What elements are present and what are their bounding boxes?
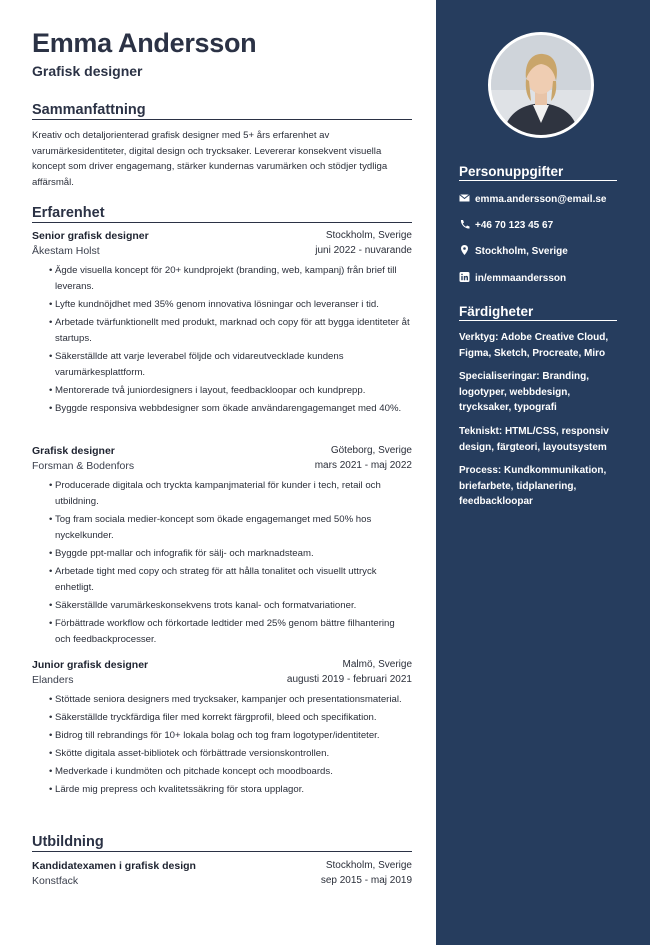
bullet-item: • Medverkade i kundmöten och pitchade koncept och moodboards.: [49, 766, 333, 777]
job-bullets: [32, 692, 412, 798]
school: Konstfack: [32, 875, 79, 887]
summary-heading: Sammanfattning: [32, 102, 412, 120]
bullet-item: • Lärde mig prepress och kvalitetssäkring för stora upplagor.: [49, 784, 305, 795]
bullet-item: • Stöttade seniora designers med trycksaker, kampanjer och presentationsmaterial.: [49, 694, 402, 705]
contact-linkedin[interactable]: in/emmaandersson: [459, 271, 566, 285]
job-dates: mars 2021 - maj 2022: [314, 460, 412, 471]
profile-photo: [488, 32, 594, 138]
job-location: Stockholm, Sverige: [325, 230, 412, 241]
job-bullets: [32, 263, 412, 417]
linkedin-icon: [459, 271, 471, 283]
education-location: Stockholm, Sverige: [325, 860, 412, 871]
education-heading: Utbildning: [32, 834, 412, 852]
job-company: Elanders: [32, 674, 74, 686]
bullet-item: • Mentorerade två juniordesigners i layout, feedbackloopar och kundprepp.: [49, 385, 366, 396]
job-dates: augusti 2019 - februari 2021: [286, 674, 412, 685]
job-entry: [32, 230, 412, 419]
job-dates: juni 2022 - nuvarande: [315, 245, 412, 256]
degree: Kandidatexamen i grafisk design: [32, 860, 196, 872]
job-company: Forsman & Bodenfors: [32, 460, 135, 472]
job-entry: [32, 445, 412, 650]
summary-text: Kreativ och detaljorienterad grafisk designer med 5+ års erfarenhet av varumärkesidentiteter, digital design och trycksaker. Levererar konsekvent visuella koncept som driver engagemang, stärker kundernas varumärken och stödjer tydliga affärsmål.: [32, 130, 388, 188]
job-role: Senior grafisk designer: [32, 230, 149, 242]
bullet-item: • Ägde visuella koncept för 20+ kundprojekt (branding, web, kampanj) från brief till leverans.: [49, 265, 397, 292]
contact-phone[interactable]: +46 70 123 45 67: [459, 218, 553, 232]
job-company: Åkestam Holst: [32, 245, 100, 257]
contact-location: Stockholm, Sverige: [459, 244, 568, 258]
job-title: Grafisk designer: [32, 63, 143, 79]
bullet-item: • Skötte digitala asset-bibliotek och förbättrade versionskontrollen.: [49, 748, 330, 759]
job-entry: [32, 659, 412, 800]
skill-item: Process: Kundkommunikation, briefarbete, tidplanering, feedbackloopar: [459, 465, 607, 507]
email-icon: [459, 192, 471, 204]
bullet-item: • Lyfte kundnöjdhet med 35% genom innovativa lösningar och leveranser i tid.: [49, 299, 379, 310]
bullet-item: • Förbättrade workflow och förkortade ledtider med 25% genom bättre filhantering och feedbackprocesser.: [49, 618, 395, 645]
contact-email[interactable]: emma.andersson@email.se: [459, 192, 606, 206]
education-dates: sep 2015 - maj 2019: [320, 875, 412, 886]
bullet-item: • Arbetade tvärfunktionellt med produkt, marknad och copy för att bygga identiteter åt startups.: [49, 317, 410, 344]
contact-heading: Personuppgifter: [459, 164, 617, 181]
experience-heading: Erfarenhet: [32, 205, 412, 223]
skills-heading: Färdigheter: [459, 304, 617, 321]
skill-item: Specialiseringar: Branding, logotyper, webbdesign, trycksaker, typografi: [459, 371, 590, 413]
bullet-item: • Tog fram sociala medier-koncept som ökade engagemanget med 50% hos nyckelkunder.: [49, 514, 372, 541]
bullet-item: • Producerade digitala och tryckta kampanjmaterial för kunder i tech, retail och utbildning.: [49, 480, 381, 507]
skill-item: Tekniskt: HTML/CSS, responsiv design, färgteori, layoutsystem: [459, 426, 609, 453]
candidate-name: Emma Andersson: [32, 28, 257, 58]
location-pin-icon: [459, 244, 471, 256]
bullet-item: • Bidrog till rebrandings för 10+ lokala bolag och tog fram logotyper/identiteter.: [49, 730, 380, 741]
job-bullets: [32, 478, 412, 648]
bullet-item: • Arbetade tight med copy och strateg för att hålla tonalitet och visuellt uttryck enhetligt.: [49, 566, 377, 593]
bullet-item: • Byggde responsiva webbdesigner som ökade användarengagemanget med 40%.: [49, 403, 402, 414]
job-role: Grafisk designer: [32, 445, 115, 457]
bullet-item: • Säkerställde att varje leverabel följde och vidareutvecklade kundens varumärkesplattform.: [49, 351, 344, 378]
job-location: Göteborg, Sverige: [330, 445, 412, 456]
education-entry: [32, 860, 412, 890]
phone-icon: [459, 218, 471, 230]
job-location: Malmö, Sverige: [342, 659, 412, 670]
bullet-item: • Byggde ppt-mallar och infografik för sälj- och marknadsteam.: [49, 548, 314, 559]
bullet-item: • Säkerställde varumärkeskonsekvens trots kanal- och formatvariationer.: [49, 600, 357, 611]
job-role: Junior grafisk designer: [32, 659, 149, 671]
bullet-item: • Säkerställde tryckfärdiga filer med korrekt färgprofil, bleed och specifikation.: [49, 712, 377, 723]
skill-item: Verktyg: Adobe Creative Cloud, Figma, Sketch, Procreate, Miro: [459, 332, 609, 359]
